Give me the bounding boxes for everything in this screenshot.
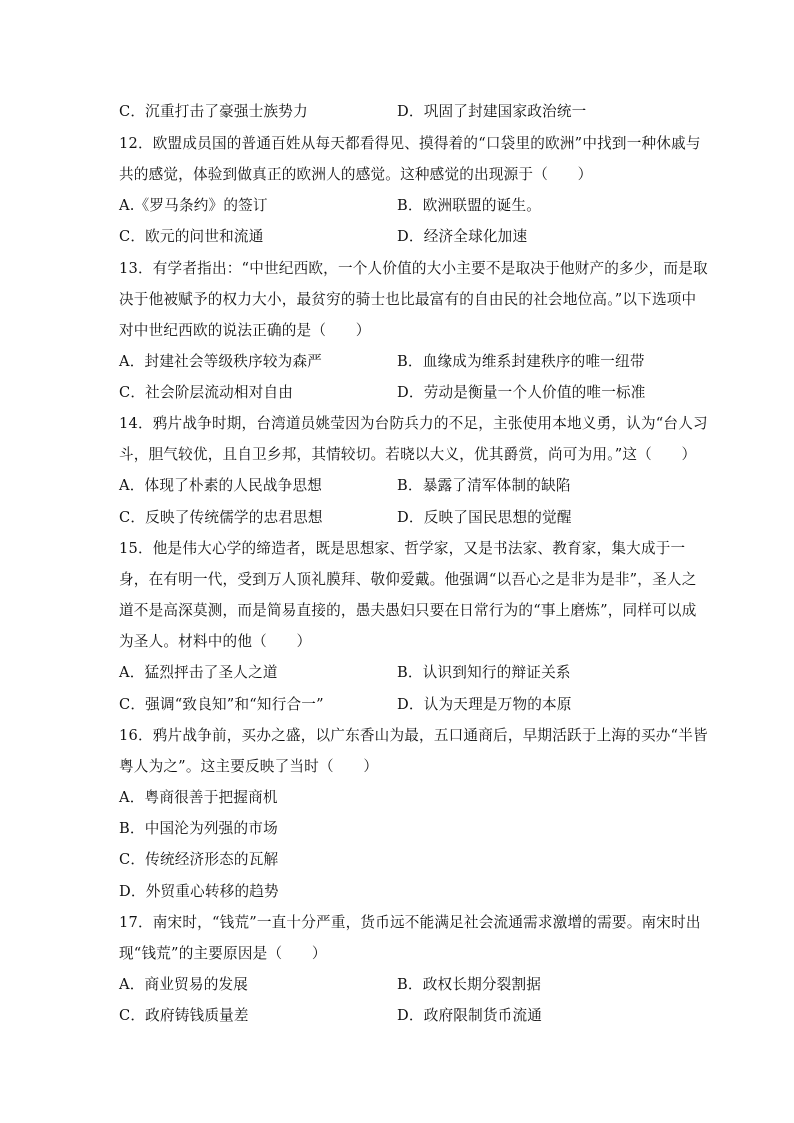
prev-option-d: D．巩固了封建国家政治统一	[397, 103, 587, 120]
q13-stem-line-2: 决于他被赋予的权力大小，最贫穷的骑士也比最富有的自由民的社会地位高。”以下选项中	[119, 291, 697, 308]
q14-option-c: C．反映了传统儒学的忠君思想	[119, 509, 323, 526]
q12-stem-line-1: 12．欧盟成员国的普通百姓从每天都看得见、摸得着的“口袋里的欧洲”中找到一种休戚与	[119, 135, 701, 152]
q15-option-c: C．强调“致良知”和“知行合一”	[119, 696, 324, 713]
q12-option-a: A.《罗马条约》的签订	[119, 197, 268, 214]
q17-stem-line-2: 现“钱荒”的主要原因是（ ）	[119, 945, 327, 962]
q15-stem-line-2: 身，在有明一代，受到万人顶礼膜拜、敬仰爱戴。他强调“以吾心之是非为是非”，圣人之	[119, 571, 697, 588]
q16-option-a: A．粤商很善于把握商机	[119, 789, 278, 806]
q17-option-a: A．商业贸易的发展	[119, 976, 249, 993]
q16-option-c: C．传统经济形态的瓦解	[119, 851, 279, 868]
q14-option-b: B．暴露了清军体制的缺陷	[397, 477, 571, 494]
q13-stem-line-1: 13．有学者指出：“中世纪西欧，一个人价值的大小主要不是取决于他财产的多少，而是取	[119, 260, 708, 277]
q12-option-d: D．经济全球化加速	[397, 228, 528, 245]
q12-stem-line-2: 共的感觉，体验到做真正的欧洲人的感觉。这种感觉的出现源于（ ）	[119, 166, 593, 183]
q16-stem-line-1: 16．鸦片战争前，买办之盛，以广东香山为最，五口通商后，早期活跃于上海的买办“半皆	[119, 727, 708, 744]
q16-stem-line-2: 粤人为之”。这主要反映了当时（ ）	[119, 758, 379, 775]
q17-option-b: B．政权长期分裂割据	[397, 976, 542, 993]
q15-option-a: A．猛烈抨击了圣人之道	[119, 664, 278, 681]
q15-option-d: D．认为天理是万物的本原	[397, 696, 572, 713]
q17-option-d: D．政府限制货币流通	[397, 1007, 543, 1024]
q14-option-d: D．反映了国民思想的觉醒	[397, 509, 572, 526]
q13-option-b: B．血缘成为维系封建秩序的唯一纽带	[397, 353, 645, 370]
q14-stem-line-2: 斗，胆气较优，且自卫乡邦，其情较切。若晓以大义，优其爵赏，尚可为用。”这（ ）	[119, 446, 697, 463]
q15-stem-line-4: 为圣人。材料中的他（ ）	[119, 633, 312, 650]
q12-option-b: B．欧洲联盟的诞生。	[397, 197, 542, 214]
q12-option-c: C．欧元的问世和流通	[119, 228, 264, 245]
q15-stem-line-3: 道不是高深莫测，而是简易直接的，愚夫愚妇只要在日常行为的“事上磨炼”，同样可以成	[119, 602, 697, 619]
q17-stem-line-1: 17．南宋时，“钱荒”一直十分严重，货币远不能满足社会流通需求激增的需要。南宋时出	[119, 914, 701, 931]
q14-option-a: A．体现了朴素的人民战争思想	[119, 477, 323, 494]
q13-stem-line-3: 对中世纪西欧的说法正确的是（ ）	[119, 322, 371, 339]
q13-option-a: A．封建社会等级秩序较为森严	[119, 353, 323, 370]
q13-option-c: C．社会阶层流动相对自由	[119, 384, 294, 401]
q15-stem-line-1: 15．他是伟大心学的缔造者，既是思想家、哲学家，又是书法家、教育家，集大成于一	[119, 540, 686, 557]
prev-option-c: C．沉重打击了豪强士族势力	[119, 103, 308, 120]
q17-option-c: C．政府铸钱质量差	[119, 1007, 249, 1024]
q14-stem-line-1: 14．鸦片战争时期，台湾道员姚莹因为台防兵力的不足，主张使用本地义勇，认为“台人习	[119, 415, 708, 432]
q13-option-d: D．劳动是衡量一个人价值的唯一标准	[397, 384, 646, 401]
q16-option-d: D．外贸重心转移的趋势	[119, 883, 279, 900]
q15-option-b: B．认识到知行的辩证关系	[397, 664, 571, 681]
q16-option-b: B．中国沦为列强的市场	[119, 820, 278, 837]
